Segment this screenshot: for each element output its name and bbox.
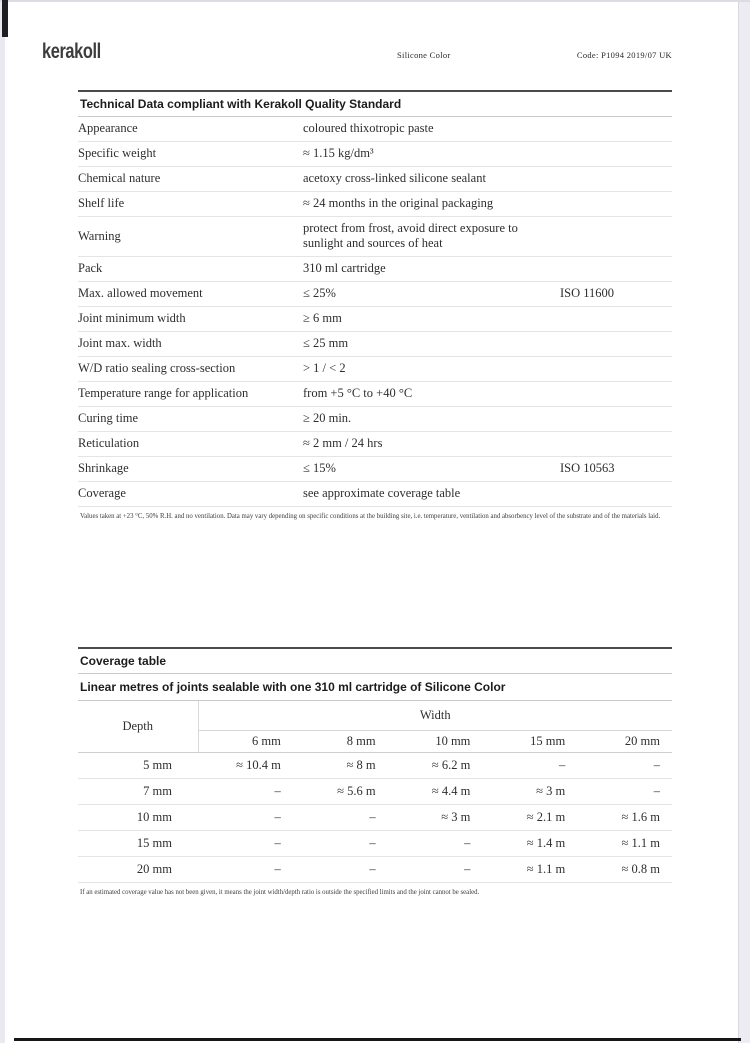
- tech-value: see approximate coverage table: [303, 482, 560, 507]
- tech-standard: [560, 117, 672, 142]
- coverage-value-cell: –: [198, 830, 293, 856]
- tech-row: [78, 282, 672, 307]
- coverage-table: [78, 701, 672, 883]
- width-column-header: 8 mm: [293, 730, 388, 752]
- tech-standard: [560, 167, 672, 192]
- tech-label: Temperature range for application: [78, 382, 303, 407]
- tech-value: from +5 °C to +40 °C: [303, 382, 560, 407]
- tech-footnote: Values taken at +23 °C, 50% R.H. and no ventilation. Data may vary depending on specific conditions at the building site, i.e. temperature, ventilation and absorbency level of the substrate and of the materials laid.: [80, 513, 661, 520]
- depth-header-cell: Depth: [78, 701, 198, 753]
- tech-value: acetoxy cross-linked silicone sealant: [303, 167, 560, 192]
- coverage-depth-cell: 20 mm: [78, 856, 198, 882]
- coverage-value-cell: ≈ 1.1 m: [482, 856, 577, 882]
- coverage-title: Coverage table: [78, 647, 672, 674]
- tech-row: [78, 382, 672, 407]
- coverage-value-cell: –: [198, 778, 293, 804]
- tech-row: [78, 482, 672, 507]
- width-header-cell: Width: [198, 701, 672, 731]
- tech-label: Appearance: [78, 117, 303, 142]
- coverage-row: [78, 778, 672, 804]
- coverage-value-cell: ≈ 6.2 m: [388, 752, 483, 778]
- tech-label: Coverage: [78, 482, 303, 507]
- tech-standard: [560, 382, 672, 407]
- coverage-value-cell: –: [482, 752, 577, 778]
- coverage-header-row-1: [78, 701, 672, 731]
- coverage-value-cell: –: [388, 856, 483, 882]
- tech-standard: ISO 11600: [560, 282, 672, 307]
- doc-product-name: Silicone Color: [397, 50, 451, 60]
- tech-value: ≈ 1.15 kg/dm³: [303, 142, 560, 167]
- tech-value: > 1 / < 2: [303, 357, 560, 382]
- technical-data-title: Technical Data compliant with Kerakoll Quality Standard: [78, 90, 672, 117]
- tech-label: Shelf life: [78, 192, 303, 217]
- tech-row: [78, 257, 672, 282]
- tech-standard: [560, 357, 672, 382]
- tech-label: Curing time: [78, 407, 303, 432]
- coverage-value-cell: –: [293, 856, 388, 882]
- coverage-value-cell: ≈ 4.4 m: [388, 778, 483, 804]
- coverage-value-cell: –: [293, 804, 388, 830]
- coverage-value-cell: ≈ 2.1 m: [482, 804, 577, 830]
- photo-mark-topleft: [2, 0, 8, 37]
- tech-label: Chemical nature: [78, 167, 303, 192]
- photo-edge-left: [0, 0, 5, 1043]
- tech-value: ≤ 25 mm: [303, 332, 560, 357]
- tech-standard: [560, 217, 672, 257]
- tech-value: ≥ 20 min.: [303, 407, 560, 432]
- tech-standard: [560, 307, 672, 332]
- coverage-value-cell: ≈ 10.4 m: [198, 752, 293, 778]
- tech-row: [78, 142, 672, 167]
- coverage-value-cell: –: [577, 752, 672, 778]
- tech-value: coloured thixotropic paste: [303, 117, 560, 142]
- coverage-value-cell: –: [198, 804, 293, 830]
- tech-label: Reticulation: [78, 432, 303, 457]
- tech-standard: [560, 482, 672, 507]
- coverage-value-cell: ≈ 1.6 m: [577, 804, 672, 830]
- coverage-row: [78, 752, 672, 778]
- tech-value: protect from frost, avoid direct exposure to sunlight and sources of heat: [303, 217, 560, 257]
- coverage-row: [78, 804, 672, 830]
- coverage-footnote: If an estimated coverage value has not been given, it means the joint width/depth ratio is outside the specified limits and the joint cannot be sealed.: [80, 888, 480, 896]
- technical-data-section: [78, 90, 672, 523]
- coverage-subtitle: Linear metres of joints sealable with one 310 ml cartridge of Silicone Color: [78, 674, 672, 701]
- tech-row: [78, 357, 672, 382]
- tech-standard: [560, 192, 672, 217]
- coverage-section: [78, 647, 672, 899]
- width-column-header: 15 mm: [482, 730, 577, 752]
- tech-standard: ISO 10563: [560, 457, 672, 482]
- tech-label: Joint max. width: [78, 332, 303, 357]
- tech-row: [78, 332, 672, 357]
- tech-row: [78, 307, 672, 332]
- tech-row: [78, 117, 672, 142]
- coverage-row: [78, 856, 672, 882]
- photo-mark-bottom: [14, 1038, 741, 1041]
- tech-value: ≤ 15%: [303, 457, 560, 482]
- coverage-value-cell: ≈ 3 m: [388, 804, 483, 830]
- tech-label: Pack: [78, 257, 303, 282]
- coverage-depth-cell: 5 mm: [78, 752, 198, 778]
- tech-value: 310 ml cartridge: [303, 257, 560, 282]
- photo-edge-top: [0, 0, 750, 2]
- width-column-header: 10 mm: [388, 730, 483, 752]
- tech-row: [78, 167, 672, 192]
- tech-row: [78, 192, 672, 217]
- coverage-value-cell: ≈ 0.8 m: [577, 856, 672, 882]
- coverage-value-cell: ≈ 3 m: [482, 778, 577, 804]
- coverage-value-cell: –: [293, 830, 388, 856]
- tech-row: [78, 217, 672, 257]
- coverage-value-cell: –: [577, 778, 672, 804]
- coverage-depth-cell: 10 mm: [78, 804, 198, 830]
- tech-standard: [560, 142, 672, 167]
- doc-code: Code: P1094 2019/07 UK: [576, 50, 672, 60]
- width-column-header: 20 mm: [577, 730, 672, 752]
- coverage-row: [78, 830, 672, 856]
- photo-edge-right: [738, 0, 750, 1043]
- tech-label: Max. allowed movement: [78, 282, 303, 307]
- coverage-value-cell: –: [198, 856, 293, 882]
- width-column-header: 6 mm: [198, 730, 293, 752]
- tech-label: Shrinkage: [78, 457, 303, 482]
- coverage-value-cell: –: [388, 830, 483, 856]
- tech-value: ≤ 25%: [303, 282, 560, 307]
- tech-value: ≈ 24 months in the original packaging: [303, 192, 560, 217]
- tech-value: ≥ 6 mm: [303, 307, 560, 332]
- coverage-value-cell: ≈ 1.4 m: [482, 830, 577, 856]
- tech-value: ≈ 2 mm / 24 hrs: [303, 432, 560, 457]
- coverage-value-cell: ≈ 1.1 m: [577, 830, 672, 856]
- tech-row: [78, 457, 672, 482]
- tech-label: Warning: [78, 217, 303, 257]
- tech-standard: [560, 257, 672, 282]
- technical-data-table: [78, 117, 672, 507]
- coverage-depth-cell: 15 mm: [78, 830, 198, 856]
- tech-label: W/D ratio sealing cross-section: [78, 357, 303, 382]
- tech-row: [78, 432, 672, 457]
- coverage-value-cell: ≈ 5.6 m: [293, 778, 388, 804]
- coverage-value-cell: ≈ 8 m: [293, 752, 388, 778]
- tech-row: [78, 407, 672, 432]
- tech-label: Specific weight: [78, 142, 303, 167]
- tech-standard: [560, 407, 672, 432]
- kerakoll-logo: kerakoll: [42, 40, 101, 63]
- tech-standard: [560, 432, 672, 457]
- tech-standard: [560, 332, 672, 357]
- page-content: [78, 90, 672, 899]
- coverage-depth-cell: 7 mm: [78, 778, 198, 804]
- tech-label: Joint minimum width: [78, 307, 303, 332]
